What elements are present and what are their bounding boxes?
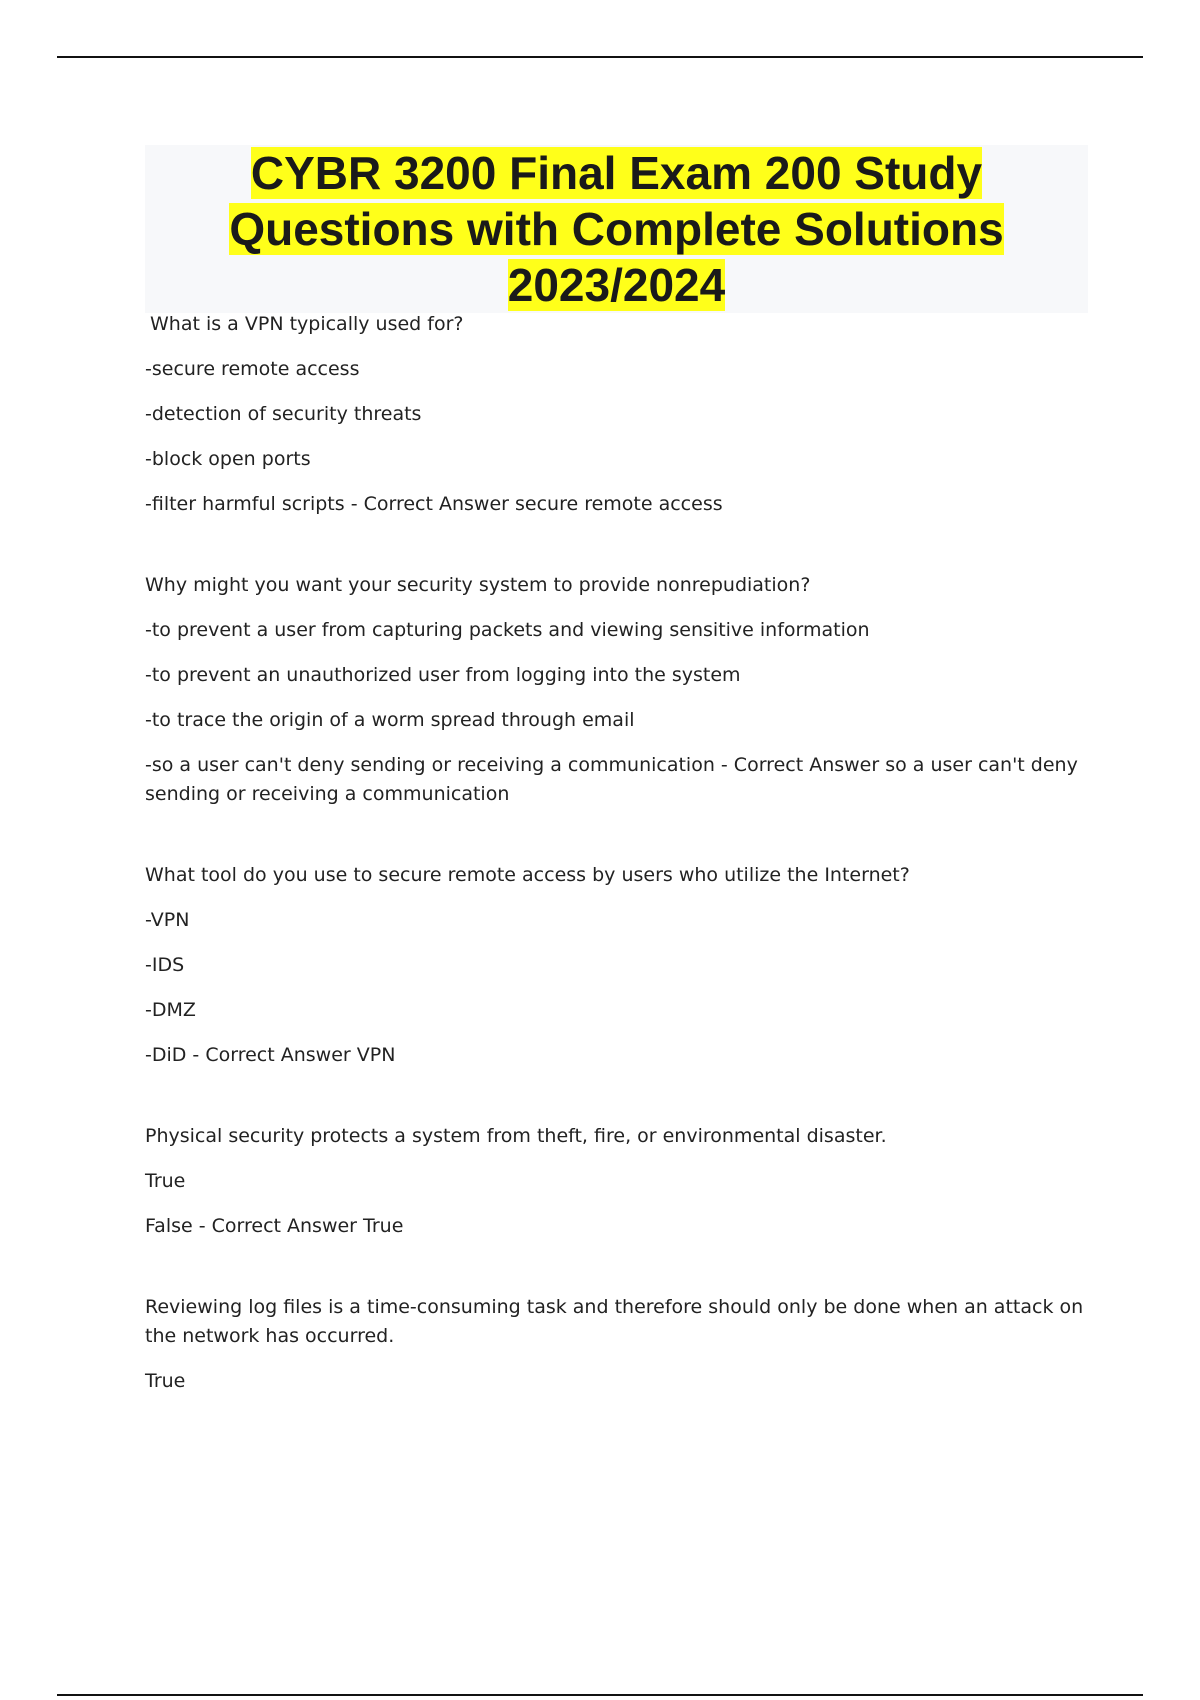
question-text: Physical security protects a system from theft, fire, or environmental disaster. — [145, 1125, 887, 1147]
question-text: Why might you want your security system to provide nonrepudiation? — [145, 574, 811, 596]
answer-option: True — [145, 1170, 186, 1192]
answer-option: -to trace the origin of a worm spread through email — [145, 709, 635, 731]
top-rule — [57, 56, 1143, 58]
question-block-1 — [145, 310, 1095, 519]
question-block-4 — [145, 1122, 1095, 1241]
answer-option: -to prevent an unauthorized user from logging into the system — [145, 664, 741, 686]
answer-option: -to prevent a user from capturing packets and viewing sensitive information — [145, 619, 870, 641]
question-block-5 — [145, 1293, 1095, 1396]
answer-option: False - Correct Answer True — [145, 1215, 404, 1237]
answer-option: -block open ports — [145, 448, 311, 470]
document-title: CYBR 3200 Final Exam 200 Study Questions with Complete Solutions 2023/2024 — [229, 147, 1004, 311]
answer-option: -filter harmful scripts - Correct Answer secure remote access — [145, 493, 723, 515]
answer-option: -secure remote access — [145, 358, 360, 380]
question-block-2 — [145, 571, 1095, 809]
answer-option: -detection of security threats — [145, 403, 422, 425]
answer-option: -VPN — [145, 909, 190, 931]
answer-option: -DMZ — [145, 999, 196, 1021]
question-block-3 — [145, 861, 1095, 1070]
answer-option: -IDS — [145, 954, 185, 976]
question-text: Reviewing log files is a time-consuming task and therefore should only be done when an attack on the network has occurred. — [145, 1296, 1084, 1347]
question-text: What is a VPN typically used for? — [150, 313, 464, 335]
title-box — [145, 145, 1088, 313]
questions-content — [145, 310, 1095, 1448]
answer-option: True — [145, 1370, 186, 1392]
answer-option: -so a user can't deny sending or receiving a communication - Correct Answer so a user can't deny sending or receiving a communication — [145, 754, 1078, 805]
answer-option: -DiD - Correct Answer VPN — [145, 1044, 396, 1066]
question-text: What tool do you use to secure remote access by users who utilize the Internet? — [145, 864, 910, 886]
bottom-rule — [57, 1694, 1143, 1696]
